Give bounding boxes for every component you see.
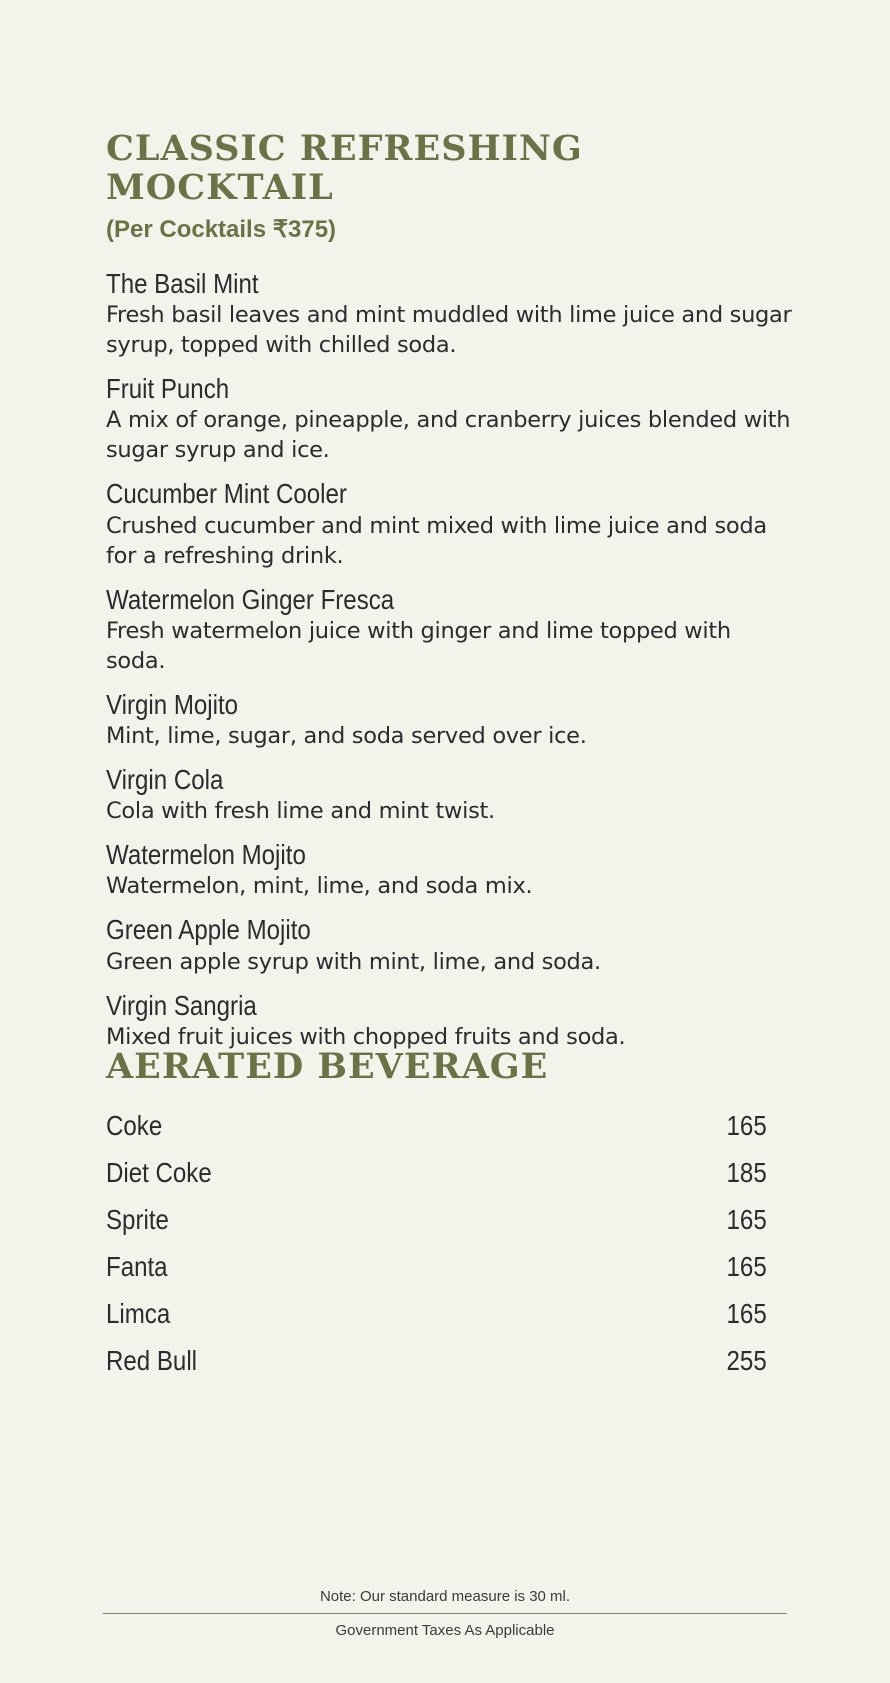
menu-item-name: Virgin Mojito: [106, 688, 239, 720]
beverage-price: 165: [726, 1204, 767, 1235]
menu-item-description: Watermelon, mint, lime, and soda mix.: [106, 873, 533, 900]
beverage-row: [106, 1244, 767, 1291]
beverage-row: [106, 1197, 767, 1244]
beverage-name: Fanta: [106, 1251, 168, 1282]
beverage-name: Sprite: [106, 1204, 169, 1235]
footer: [103, 1588, 787, 1639]
mocktail-list: [106, 268, 796, 1052]
beverage-row: [106, 1150, 767, 1197]
menu-item-description: Fresh basil leaves and mint muddled with lime juice and sugar syrup, topped with chilled soda.: [106, 302, 792, 359]
menu-item-name: Fruit Punch: [106, 373, 230, 405]
menu-item: [106, 373, 796, 465]
menu-item-name: Watermelon Mojito: [106, 839, 306, 871]
menu-item-name: Virgin Sangria: [106, 989, 257, 1021]
mocktail-section-title: CLASSIC REFRESHING MOCKTAIL: [106, 128, 583, 208]
beverage-row: [106, 1338, 767, 1385]
menu-item-name: Virgin Cola: [106, 763, 224, 795]
menu-item-name: Green Apple Mojito: [106, 914, 311, 946]
beverage-name: Limca: [106, 1298, 171, 1329]
menu-item-description: Cola with fresh lime and mint twist.: [106, 798, 495, 825]
beverage-name: Diet Coke: [106, 1157, 212, 1188]
measure-note: Note: Our standard measure is 30 ml.: [319, 1588, 571, 1605]
menu-item-name: Watermelon Ginger Fresca: [106, 583, 395, 615]
menu-item: [106, 990, 796, 1052]
footer-divider: [103, 1613, 787, 1614]
menu-item: [106, 478, 796, 570]
menu-item-description: Mixed fruit juices with chopped fruits and soda.: [106, 1023, 626, 1050]
beverage-row: [106, 1291, 767, 1338]
menu-item: [106, 764, 796, 826]
mocktail-section: [106, 130, 796, 1065]
menu-item-description: A mix of orange, pineapple, and cranberry juices blended with sugar syrup and ice.: [106, 407, 791, 464]
menu-item-description: Crushed cucumber and mint mixed with lime juice and soda for a refreshing drink.: [106, 512, 767, 569]
aerated-section: [106, 1048, 767, 1385]
mocktail-price-note: (Per Cocktails ₹375): [106, 216, 337, 243]
beverage-price: 165: [726, 1251, 767, 1282]
menu-item: [106, 689, 796, 751]
menu-item: [106, 914, 796, 976]
menu-item-name: Cucumber Mint Cooler: [106, 478, 347, 510]
beverage-price: 255: [726, 1345, 767, 1376]
aerated-section-title: AERATED BEVERAGE: [106, 1046, 549, 1087]
menu-item-description: Fresh watermelon juice with ginger and lime topped with soda.: [106, 617, 731, 674]
menu-item: [106, 268, 796, 360]
beverage-row: [106, 1103, 767, 1150]
beverage-price: 165: [726, 1298, 767, 1329]
beverage-list: [106, 1103, 767, 1385]
menu-item: [106, 839, 796, 901]
menu-item: [106, 584, 796, 676]
tax-note: Government Taxes As Applicable: [335, 1622, 555, 1639]
beverage-price: 165: [726, 1110, 767, 1141]
menu-item-name: The Basil Mint: [106, 268, 259, 299]
beverage-name: Coke: [106, 1110, 163, 1141]
menu-item-description: Mint, lime, sugar, and soda served over ice.: [106, 722, 587, 749]
beverage-price: 185: [726, 1157, 767, 1188]
menu-item-description: Green apple syrup with mint, lime, and soda.: [106, 948, 601, 975]
beverage-name: Red Bull: [106, 1345, 198, 1376]
